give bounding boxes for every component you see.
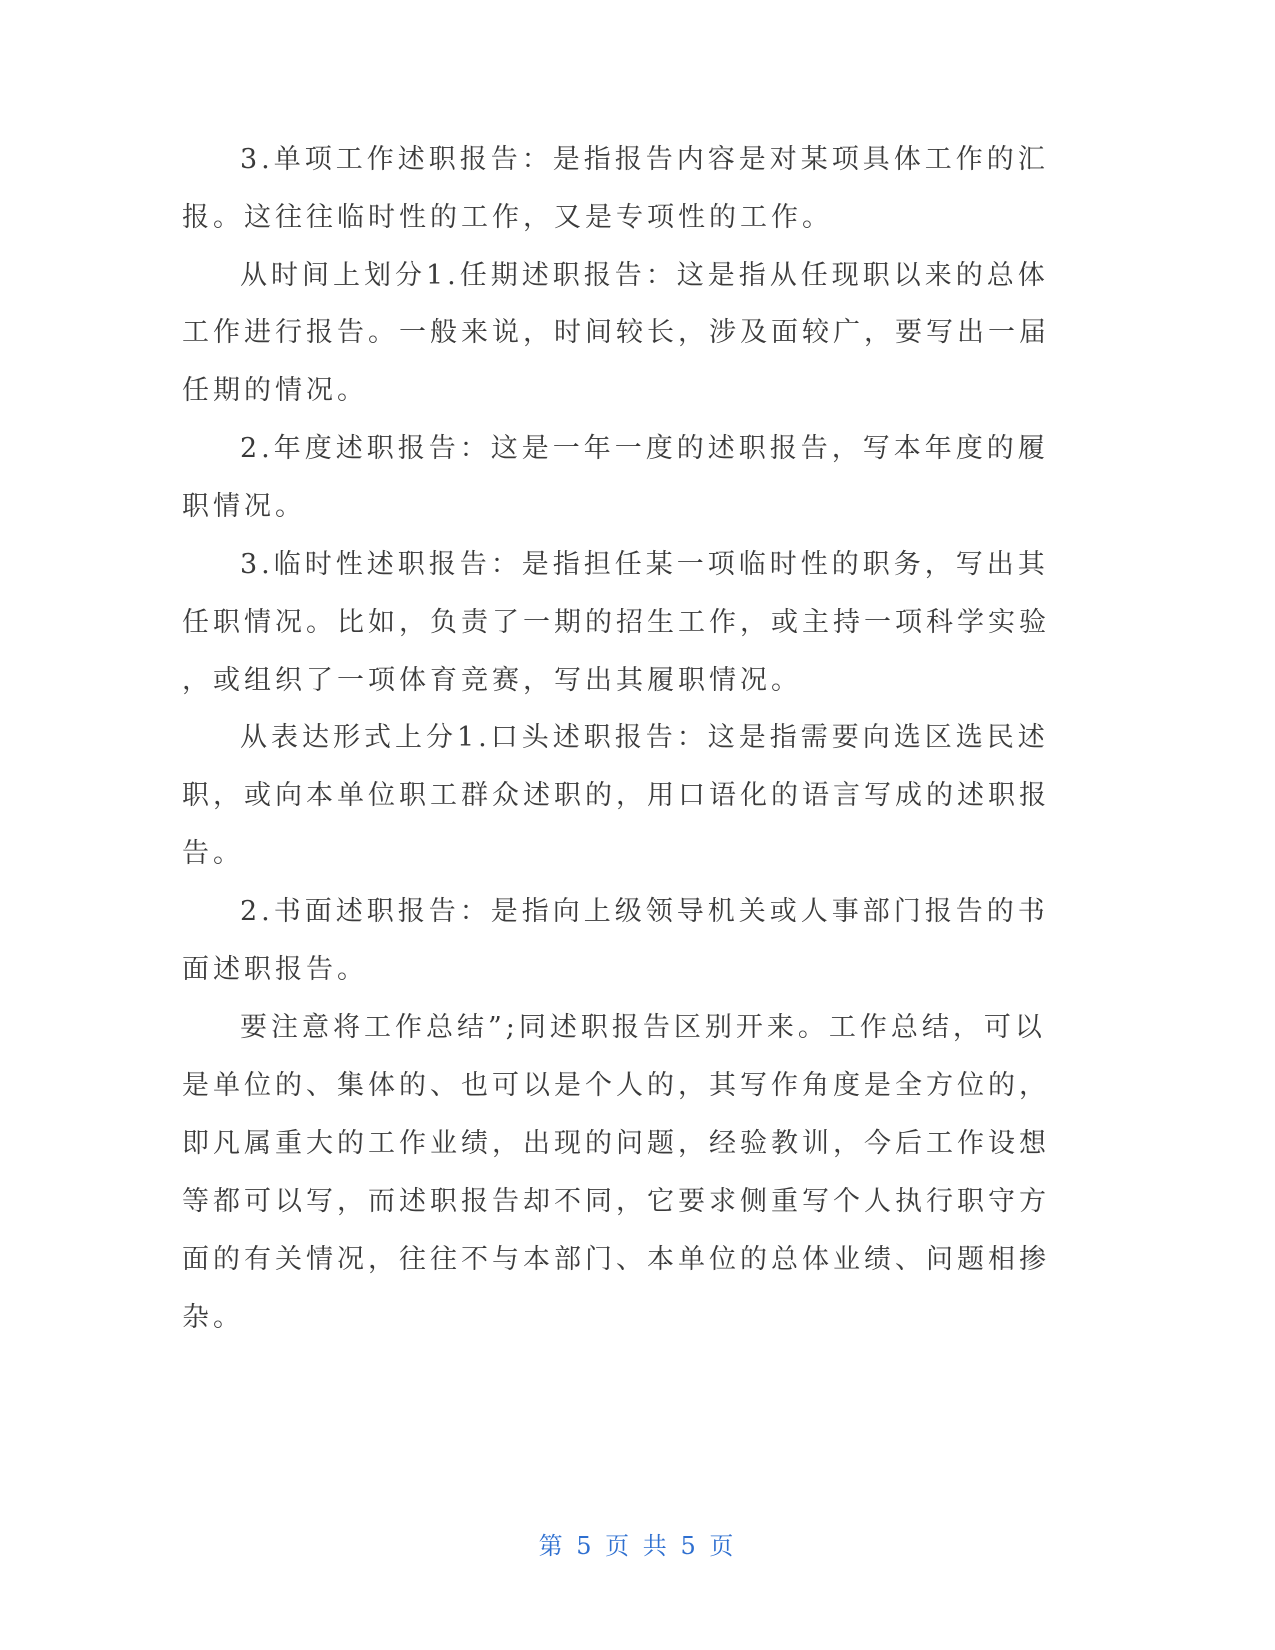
text-line: 即凡属重大的工作业绩，出现的问题，经验教训，今后工作设想 xyxy=(182,1128,1050,1159)
text-line: 报。这往往临时性的工作，又是专项性的工作。 xyxy=(182,202,833,233)
page-number-footer: 第 5 页 共 5 页 xyxy=(538,1532,737,1560)
text-line: 告。 xyxy=(182,838,244,869)
text-line: 面述职报告。 xyxy=(182,954,368,985)
text-line: ，或组织了一项体育竞赛，写出其履职情况。 xyxy=(182,665,802,696)
text-line: 要注意将工作总结”;同述职报告区别开来。工作总结，可以 xyxy=(240,1012,1046,1043)
text-line: 从表达形式上分1.口头述职报告：这是指需要向选区选民述 xyxy=(240,722,1049,753)
text-line: 任职情况。比如，负责了一期的招生工作，或主持一项科学实验 xyxy=(182,607,1050,638)
text-line: 职，或向本单位职工群众述职的，用口语化的语言写成的述职报 xyxy=(182,780,1050,811)
text-line: 从时间上划分1.任期述职报告：这是指从任现职以来的总体 xyxy=(240,260,1049,291)
text-line: 面的有关情况，往往不与本部门、本单位的总体业绩、问题相掺 xyxy=(182,1244,1050,1275)
text-line: 3.临时性述职报告：是指担任某一项临时性的职务，写出其 xyxy=(240,549,1049,580)
text-line: 工作进行报告。一般来说，时间较长，涉及面较广，要写出一届 xyxy=(182,317,1050,348)
text-line: 杂。 xyxy=(182,1302,244,1333)
text-line: 等都可以写，而述职报告却不同，它要求侧重写个人执行职守方 xyxy=(182,1186,1050,1217)
text-line: 2.年度述职报告：这是一年一度的述职报告，写本年度的履 xyxy=(240,433,1049,464)
text-line: 2.书面述职报告：是指向上级领导机关或人事部门报告的书 xyxy=(240,896,1049,927)
text-line: 3.单项工作述职报告：是指报告内容是对某项具体工作的汇 xyxy=(240,144,1049,175)
text-line: 任期的情况。 xyxy=(182,375,368,406)
text-line: 职情况。 xyxy=(182,491,306,522)
text-line: 是单位的、集体的、也可以是个人的，其写作角度是全方位的， xyxy=(182,1070,1050,1101)
